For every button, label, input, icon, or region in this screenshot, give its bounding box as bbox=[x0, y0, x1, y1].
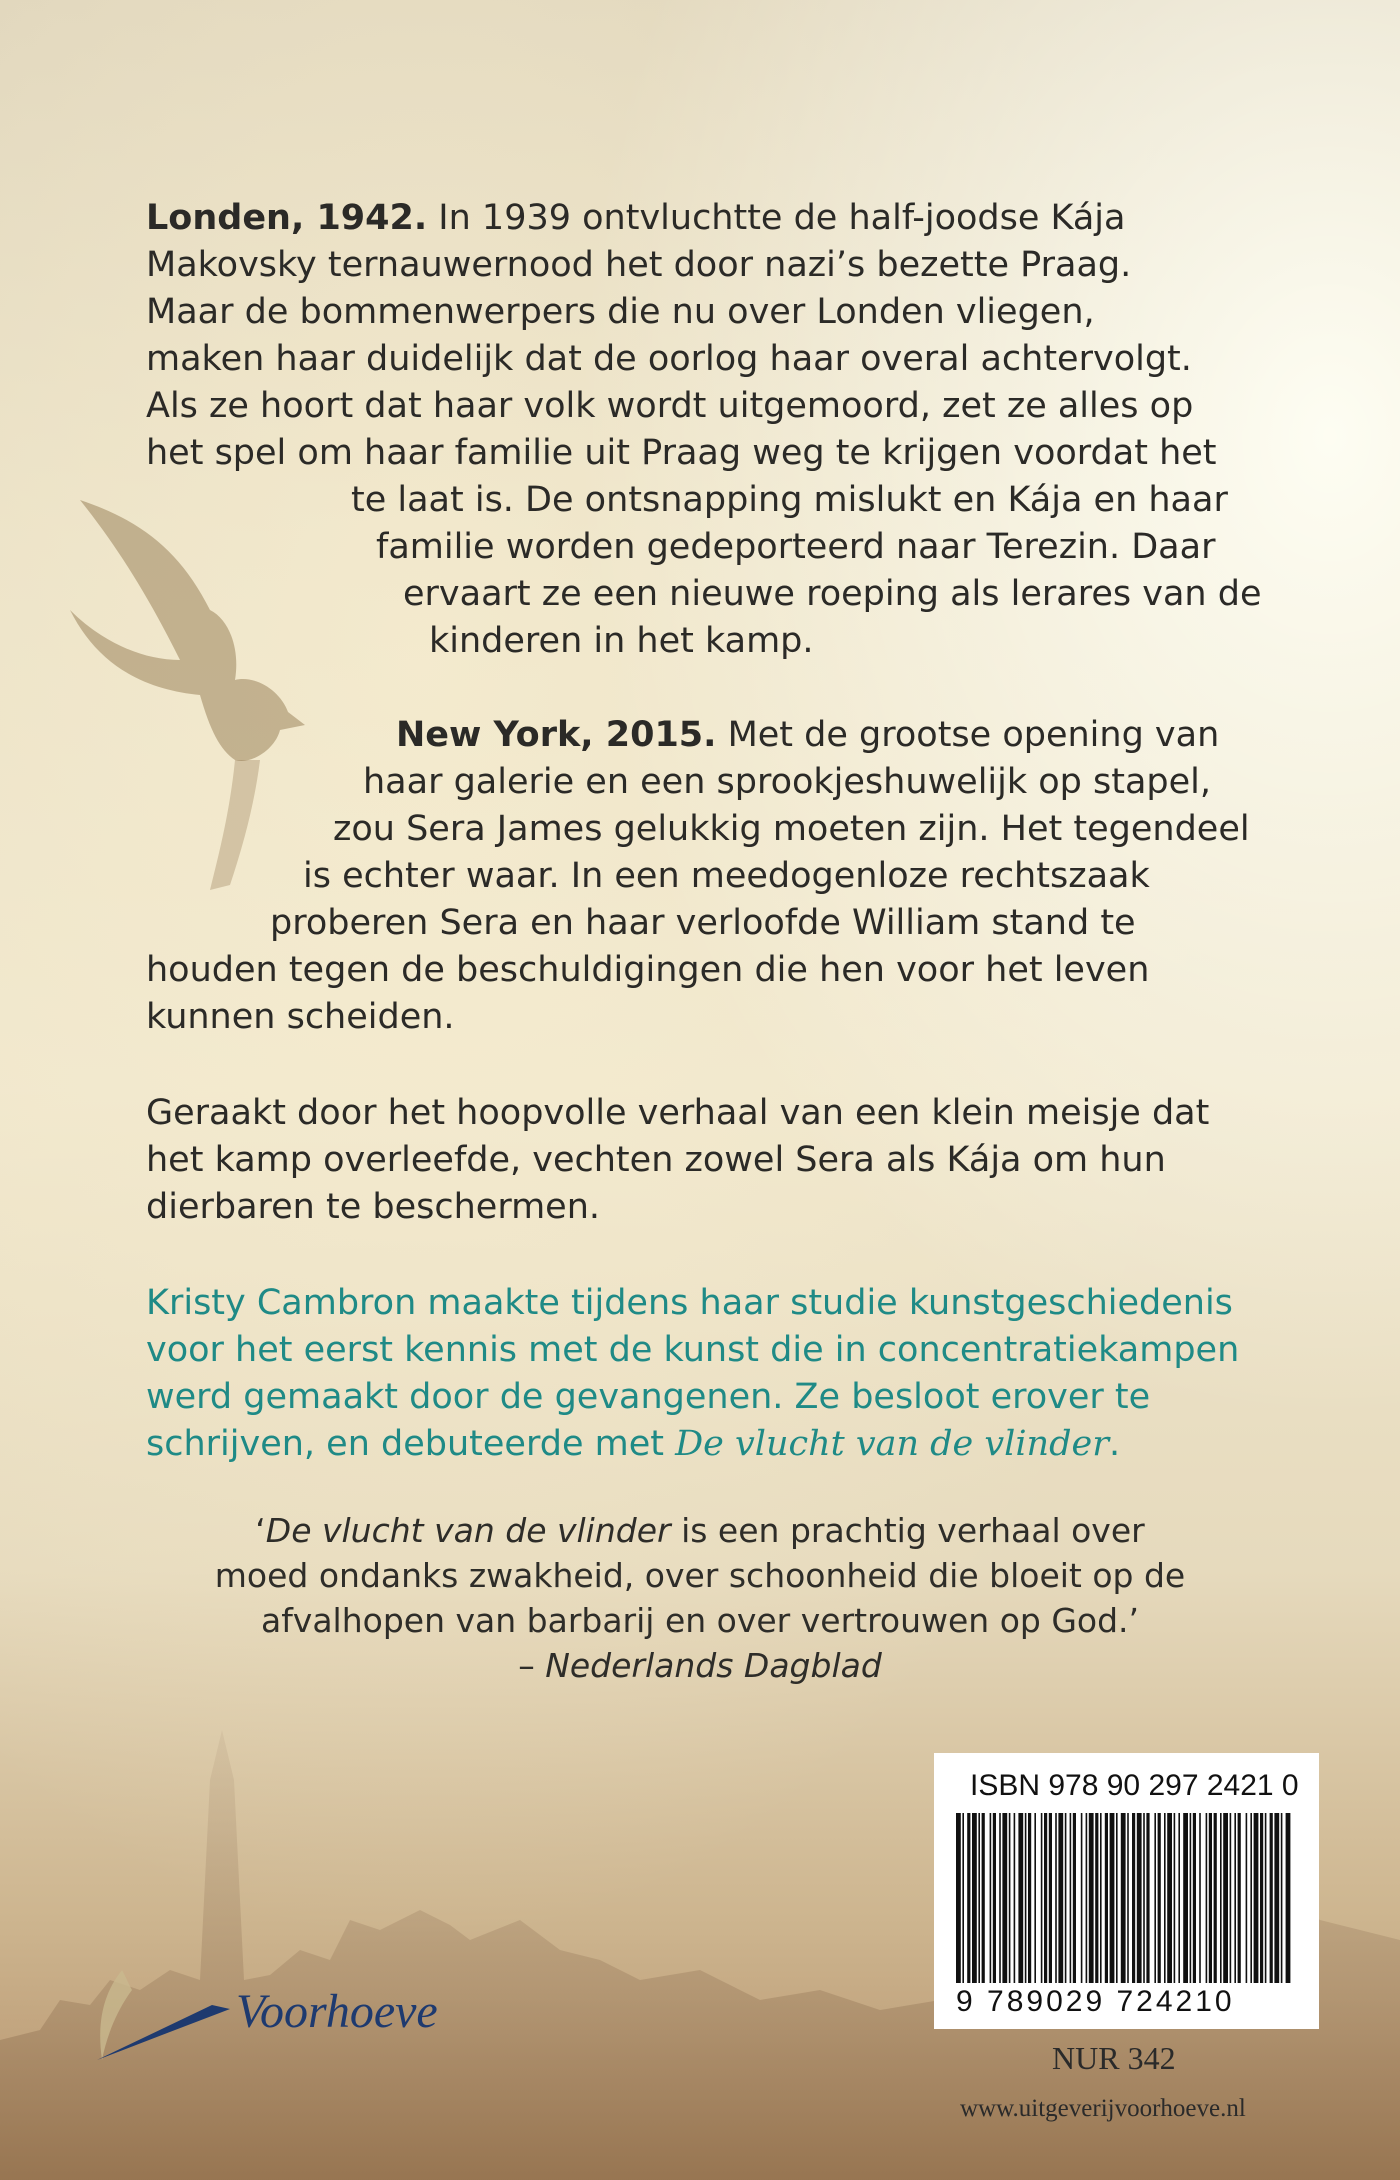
barcode-bar bbox=[1193, 1813, 1196, 1983]
text-line: Als ze hoort dat haar volk wordt uitgemoord, zet ze alles op bbox=[146, 386, 1194, 426]
review-quote bbox=[0, 1508, 1400, 1688]
text-line: familie worden gedeporteerd naar Terezin. Daar bbox=[376, 527, 1216, 567]
quote-mark: ‘ bbox=[255, 1511, 266, 1550]
text-line: Makovsky ternauwernood het door nazi’s bezette Praag. bbox=[146, 245, 1132, 285]
text-line: is echter waar. In een meedogenloze rechtszaak bbox=[303, 856, 1150, 896]
barcode-bar bbox=[982, 1813, 985, 1983]
barcode-bar bbox=[1014, 1813, 1016, 1983]
barcode-digits: 9 789029 724210 bbox=[956, 1985, 1235, 2018]
text-line: dierbaren te beschermen. bbox=[146, 1187, 601, 1227]
text-line: te laat is. De ontsnapping mislukt en Kája en haar bbox=[351, 480, 1228, 520]
text-line: voor het eerst kennis met de kunst die in concentratiekampen bbox=[146, 1330, 1240, 1370]
barcode-bar bbox=[1183, 1813, 1188, 1983]
barcode-bar bbox=[1009, 1813, 1011, 1983]
publisher-website: www.uitgeverijvoorhoeve.nl bbox=[960, 2095, 1246, 2122]
barcode-bar bbox=[1178, 1813, 1180, 1983]
barcode-bar bbox=[1127, 1813, 1129, 1983]
barcode-bar bbox=[1214, 1813, 1217, 1983]
barcode-bar bbox=[1206, 1813, 1208, 1983]
barcode-bar bbox=[1058, 1813, 1063, 1983]
barcode-bar bbox=[1270, 1813, 1273, 1983]
quote-line bbox=[0, 1508, 1400, 1553]
text-line: haar galerie en een sprookjeshuwelijk op stapel, bbox=[363, 762, 1212, 802]
barcode-bar bbox=[1132, 1813, 1135, 1983]
barcode-bar bbox=[1073, 1813, 1076, 1983]
text-line bbox=[146, 195, 1256, 242]
barcode-bar bbox=[1220, 1813, 1222, 1983]
barcode-bar bbox=[1086, 1813, 1088, 1983]
text-line: kinderen in het kamp. bbox=[429, 621, 814, 661]
text-fragment: schrijven, en debuteerde met bbox=[146, 1424, 676, 1464]
text-line: werd gemaakt door de gevangenen. Ze besloot erover te bbox=[146, 1377, 1151, 1417]
barcode-bar bbox=[1100, 1813, 1102, 1983]
barcode-bar bbox=[1154, 1813, 1156, 1983]
text-line: houden tegen de beschuldigingen die hen voor het leven bbox=[146, 950, 1150, 990]
text-fragment: Met de grootse opening van bbox=[716, 715, 1220, 755]
barcode-bar bbox=[1110, 1813, 1115, 1983]
barcode-bar bbox=[1081, 1813, 1083, 1983]
quote-line: moed ondanks zwakheid, over schoonheid die bloeit op de bbox=[214, 1556, 1186, 1595]
text-line: zou Sera James gelukkig moeten zijn. Het tegendeel bbox=[333, 809, 1250, 849]
isbn-barcode bbox=[934, 1753, 1319, 2029]
barcode-bar bbox=[1105, 1813, 1108, 1983]
text-line bbox=[146, 712, 1256, 759]
barcode-bar bbox=[978, 1813, 980, 1983]
barcode-bar bbox=[1164, 1813, 1166, 1983]
barcode-bar bbox=[1174, 1813, 1176, 1983]
text-line: kunnen scheiden. bbox=[146, 997, 455, 1037]
blurb-paragraph-2 bbox=[146, 712, 1256, 1041]
publisher-logo-icon bbox=[92, 1965, 232, 2065]
text-line: ervaart ze een nieuwe roeping als lerares van de bbox=[403, 574, 1262, 614]
barcode-bar bbox=[1199, 1813, 1201, 1983]
barcode-bar bbox=[962, 1813, 964, 1983]
text-line: proberen Sera en haar verloofde William stand te bbox=[270, 903, 1136, 943]
text-line: Kristy Cambron maakte tijdens haar studie kunstgeschiedenis bbox=[146, 1283, 1233, 1323]
barcode-bar bbox=[1137, 1813, 1142, 1983]
barcode-bar bbox=[1049, 1813, 1052, 1983]
book-title: De vlucht van de vlinder bbox=[265, 1511, 671, 1550]
barcode-bar bbox=[1116, 1813, 1118, 1983]
book-title: De vlucht van de vlinder bbox=[675, 1424, 1109, 1464]
barcode-bar bbox=[1274, 1813, 1279, 1983]
place-date-heading: New York, 2015. bbox=[396, 715, 717, 755]
barcode-bar bbox=[990, 1813, 992, 1983]
nur-code: NUR 342 bbox=[1052, 2040, 1176, 2076]
place-date-heading: Londen, 1942. bbox=[146, 198, 428, 238]
text-line: Maar de bommenwerpers die nu over Londen vliegen, bbox=[146, 292, 1095, 332]
quote-attribution bbox=[0, 1643, 1400, 1688]
barcode-bar bbox=[1234, 1813, 1236, 1983]
barcode-bar bbox=[1250, 1813, 1252, 1983]
text-line: het kamp overleefde, vechten zowel Sera als Kája om hun bbox=[146, 1140, 1166, 1180]
text-fragment: is een prachtig verhaal over bbox=[670, 1511, 1145, 1550]
barcode-bar bbox=[1065, 1813, 1067, 1983]
text-fragment: In 1939 ontvluchtte de half-joodse Kája bbox=[427, 198, 1126, 238]
barcode-bar bbox=[1070, 1813, 1072, 1983]
barcode-bar bbox=[1095, 1813, 1098, 1983]
barcode-bar bbox=[1055, 1813, 1057, 1983]
barcode-bar bbox=[1190, 1813, 1192, 1983]
barcode-bar bbox=[956, 1813, 961, 1983]
text-line: maken haar duidelijk dat de oorlog haar overal achtervolgt. bbox=[146, 339, 1192, 379]
barcode-bar bbox=[1028, 1813, 1031, 1983]
text-fragment: . bbox=[1108, 1424, 1121, 1464]
barcode-bar bbox=[1281, 1813, 1283, 1983]
barcode-bar bbox=[1238, 1813, 1241, 1983]
blurb-paragraph-3 bbox=[146, 1090, 1256, 1231]
isbn-label: ISBN 978 90 297 2421 0 bbox=[970, 1769, 1299, 1802]
barcode-bar bbox=[1002, 1813, 1007, 1983]
barcode-bar bbox=[1230, 1813, 1232, 1983]
barcode-bar bbox=[967, 1813, 970, 1983]
barcode-bar bbox=[1025, 1813, 1027, 1983]
barcode-bar bbox=[1018, 1813, 1023, 1983]
barcode-bar bbox=[1260, 1813, 1263, 1983]
attribution-source: Nederlands Dagblad bbox=[545, 1646, 882, 1685]
quote-line: afvalhopen van barbarij en over vertrouwen op God.’ bbox=[260, 1601, 1140, 1640]
barcode-bar bbox=[1158, 1813, 1161, 1983]
publisher-name: Voorhoeve bbox=[236, 1985, 438, 2038]
barcode-bar bbox=[1121, 1813, 1126, 1983]
author-bio bbox=[146, 1280, 1256, 1468]
barcode-bars bbox=[956, 1813, 1296, 1983]
barcode-bar bbox=[993, 1813, 996, 1983]
barcode-bar bbox=[1034, 1813, 1036, 1983]
text-line: Geraakt door het hoopvolle verhaal van een klein meisje dat bbox=[146, 1093, 1210, 1133]
barcode-bar bbox=[1143, 1813, 1145, 1983]
barcode-bar bbox=[1209, 1813, 1212, 1983]
barcode-bar bbox=[1167, 1813, 1172, 1983]
barcode-bar bbox=[999, 1813, 1001, 1983]
barcode-bar bbox=[1146, 1813, 1149, 1983]
dash: – bbox=[518, 1646, 546, 1685]
barcode-bar bbox=[1089, 1813, 1094, 1983]
barcode-bar bbox=[1265, 1813, 1267, 1983]
barcode-bar bbox=[1041, 1813, 1043, 1983]
text-line: het spel om haar familie uit Praag weg te krijgen voordat het bbox=[146, 433, 1217, 473]
barcode-bar bbox=[972, 1813, 977, 1983]
text-line bbox=[146, 1421, 1256, 1468]
barcode-bar bbox=[1254, 1813, 1259, 1983]
barcode-bar bbox=[1246, 1813, 1248, 1983]
barcode-bar bbox=[1044, 1813, 1047, 1983]
blurb-paragraph-1 bbox=[146, 195, 1262, 665]
barcode-bar bbox=[1223, 1813, 1228, 1983]
barcode-bar bbox=[1286, 1813, 1291, 1983]
